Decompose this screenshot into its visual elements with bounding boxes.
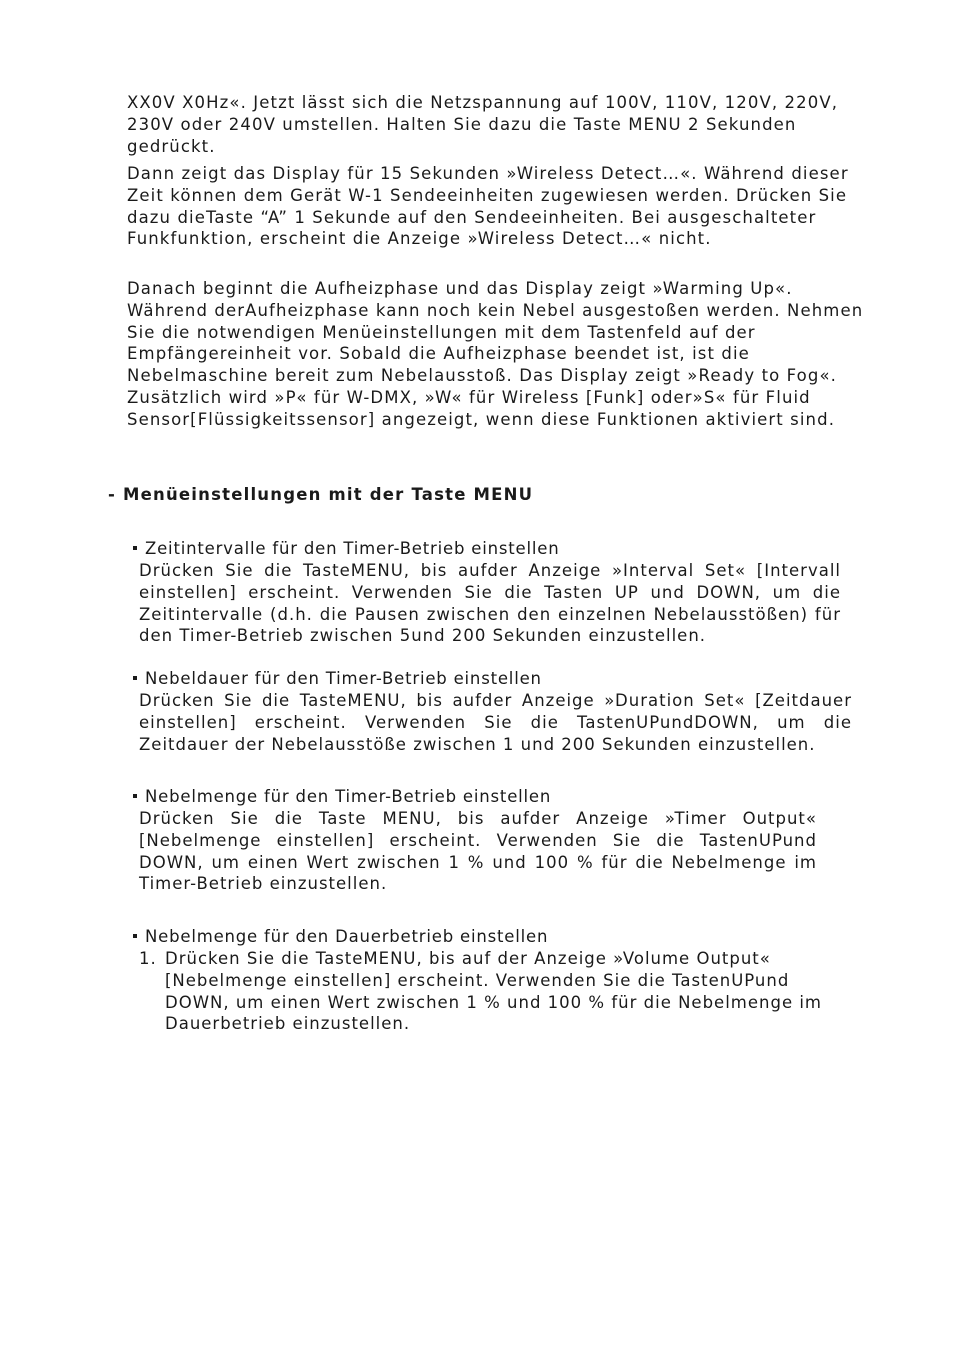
intro-paragraph-warming-up: Danach beginnt die Aufheizphase und das Display zeigt »Warming Up«. Während derAufheizphase kann noch kein Nebel ausgestoßen werden. Nehmen Sie die notwendigen Menüeinstellungen mit dem Tastenfeld auf der Empfängereinheit vor. Sobald die Aufheizphase beendet ist, ist die Nebelmaschine bereit zum Nebelausstoß. Das Display zeigt »Ready to Fog«. Zusätzlich wird »P« für W-DMX, »W« für Wireless [Funk] oder»S« für Fluid Sensor[Flüssigkeitssensor] angezeigt, wenn diese Funktionen aktiviert sind.	[127, 279, 864, 429]
bullet-icon	[133, 934, 137, 938]
step-number: 1.	[139, 949, 157, 968]
item-body-duration: Drücken Sie die TasteMENU, bis aufder Anzeige »Duration Set« [Zeitdauer einstellen] erscheint. Verwenden Sie die TastenUPundDOWN, um die Zeitdauer der Nebelausstöße zwischen 1 und 200 Sekunden einzustellen.	[139, 691, 852, 754]
intro-paragraph-voltage: XX0V X0Hz«. Jetzt lässt sich die Netzspannung auf 100V, 110V, 120V, 220V, 230V oder 240V umstellen. Halten Sie dazu die Taste MENU 2 Sekunden gedrückt.	[127, 93, 839, 156]
numbered-step-volume-output	[139, 948, 829, 1035]
intro-paragraph-wireless-detect: Dann zeigt das Display für 15 Sekunden »Wireless Detect…«. Während dieser Zeit können dem Gerät W-1 Sendeeinheiten zugewiesen werden. Drücken Sie dazu dieTaste “A” 1 Sekunde auf den Sendeeinheiten. Bei ausgeschalteter Funkfunktion, erscheint die Anzeige »Wireless Detect…« nicht.	[127, 164, 849, 249]
step-text: Drücken Sie die TasteMENU, bis auf der Anzeige »Volume Output« [Nebelmenge einstellen] erscheint. Verwenden Sie die TastenUPund DOWN, um einen Wert zwischen 1 % und 100 % für die Nebelmenge im Dauerbetrieb einzustellen.	[165, 949, 823, 1034]
bullet-icon	[133, 546, 137, 550]
item-body-interval: Drücken Sie die TasteMENU, bis aufder Anzeige »Interval Set« [Intervall einstellen] erscheint. Verwenden Sie die Tasten UP und DOWN, um die Zeitintervalle (d.h. die Pausen zwischen den einzelnen Nebelausstößen) für den Timer-Betrieb zwischen 5und 200 Sekunden einzustellen.	[139, 561, 841, 646]
bullet-icon	[133, 794, 137, 798]
item-title-text: Nebelmenge für den Timer-Betrieb einstellen	[145, 787, 552, 806]
item-title-interval	[133, 538, 559, 560]
item-title-volume-output	[133, 926, 548, 948]
bullet-icon	[133, 676, 137, 680]
item-title-text: Zeitintervalle für den Timer-Betrieb einstellen	[145, 539, 560, 558]
item-title-timer-output	[133, 786, 551, 808]
item-title-text: Nebeldauer für den Timer-Betrieb einstellen	[145, 669, 542, 688]
item-body-timer-output: Drücken Sie die Taste MENU, bis aufder Anzeige »Timer Output« [Nebelmenge einstellen] erscheint. Verwenden Sie die TastenUPund DOWN, um einen Wert zwischen 1 % und 100 % für die Nebelmenge im Timer-Betrieb einzustellen.	[139, 809, 817, 894]
item-title-duration	[133, 668, 542, 690]
item-title-text: Nebelmenge für den Dauerbetrieb einstellen	[145, 927, 549, 946]
section-heading-menu-settings: - Menüeinstellungen mit der Taste MENU	[108, 485, 534, 504]
